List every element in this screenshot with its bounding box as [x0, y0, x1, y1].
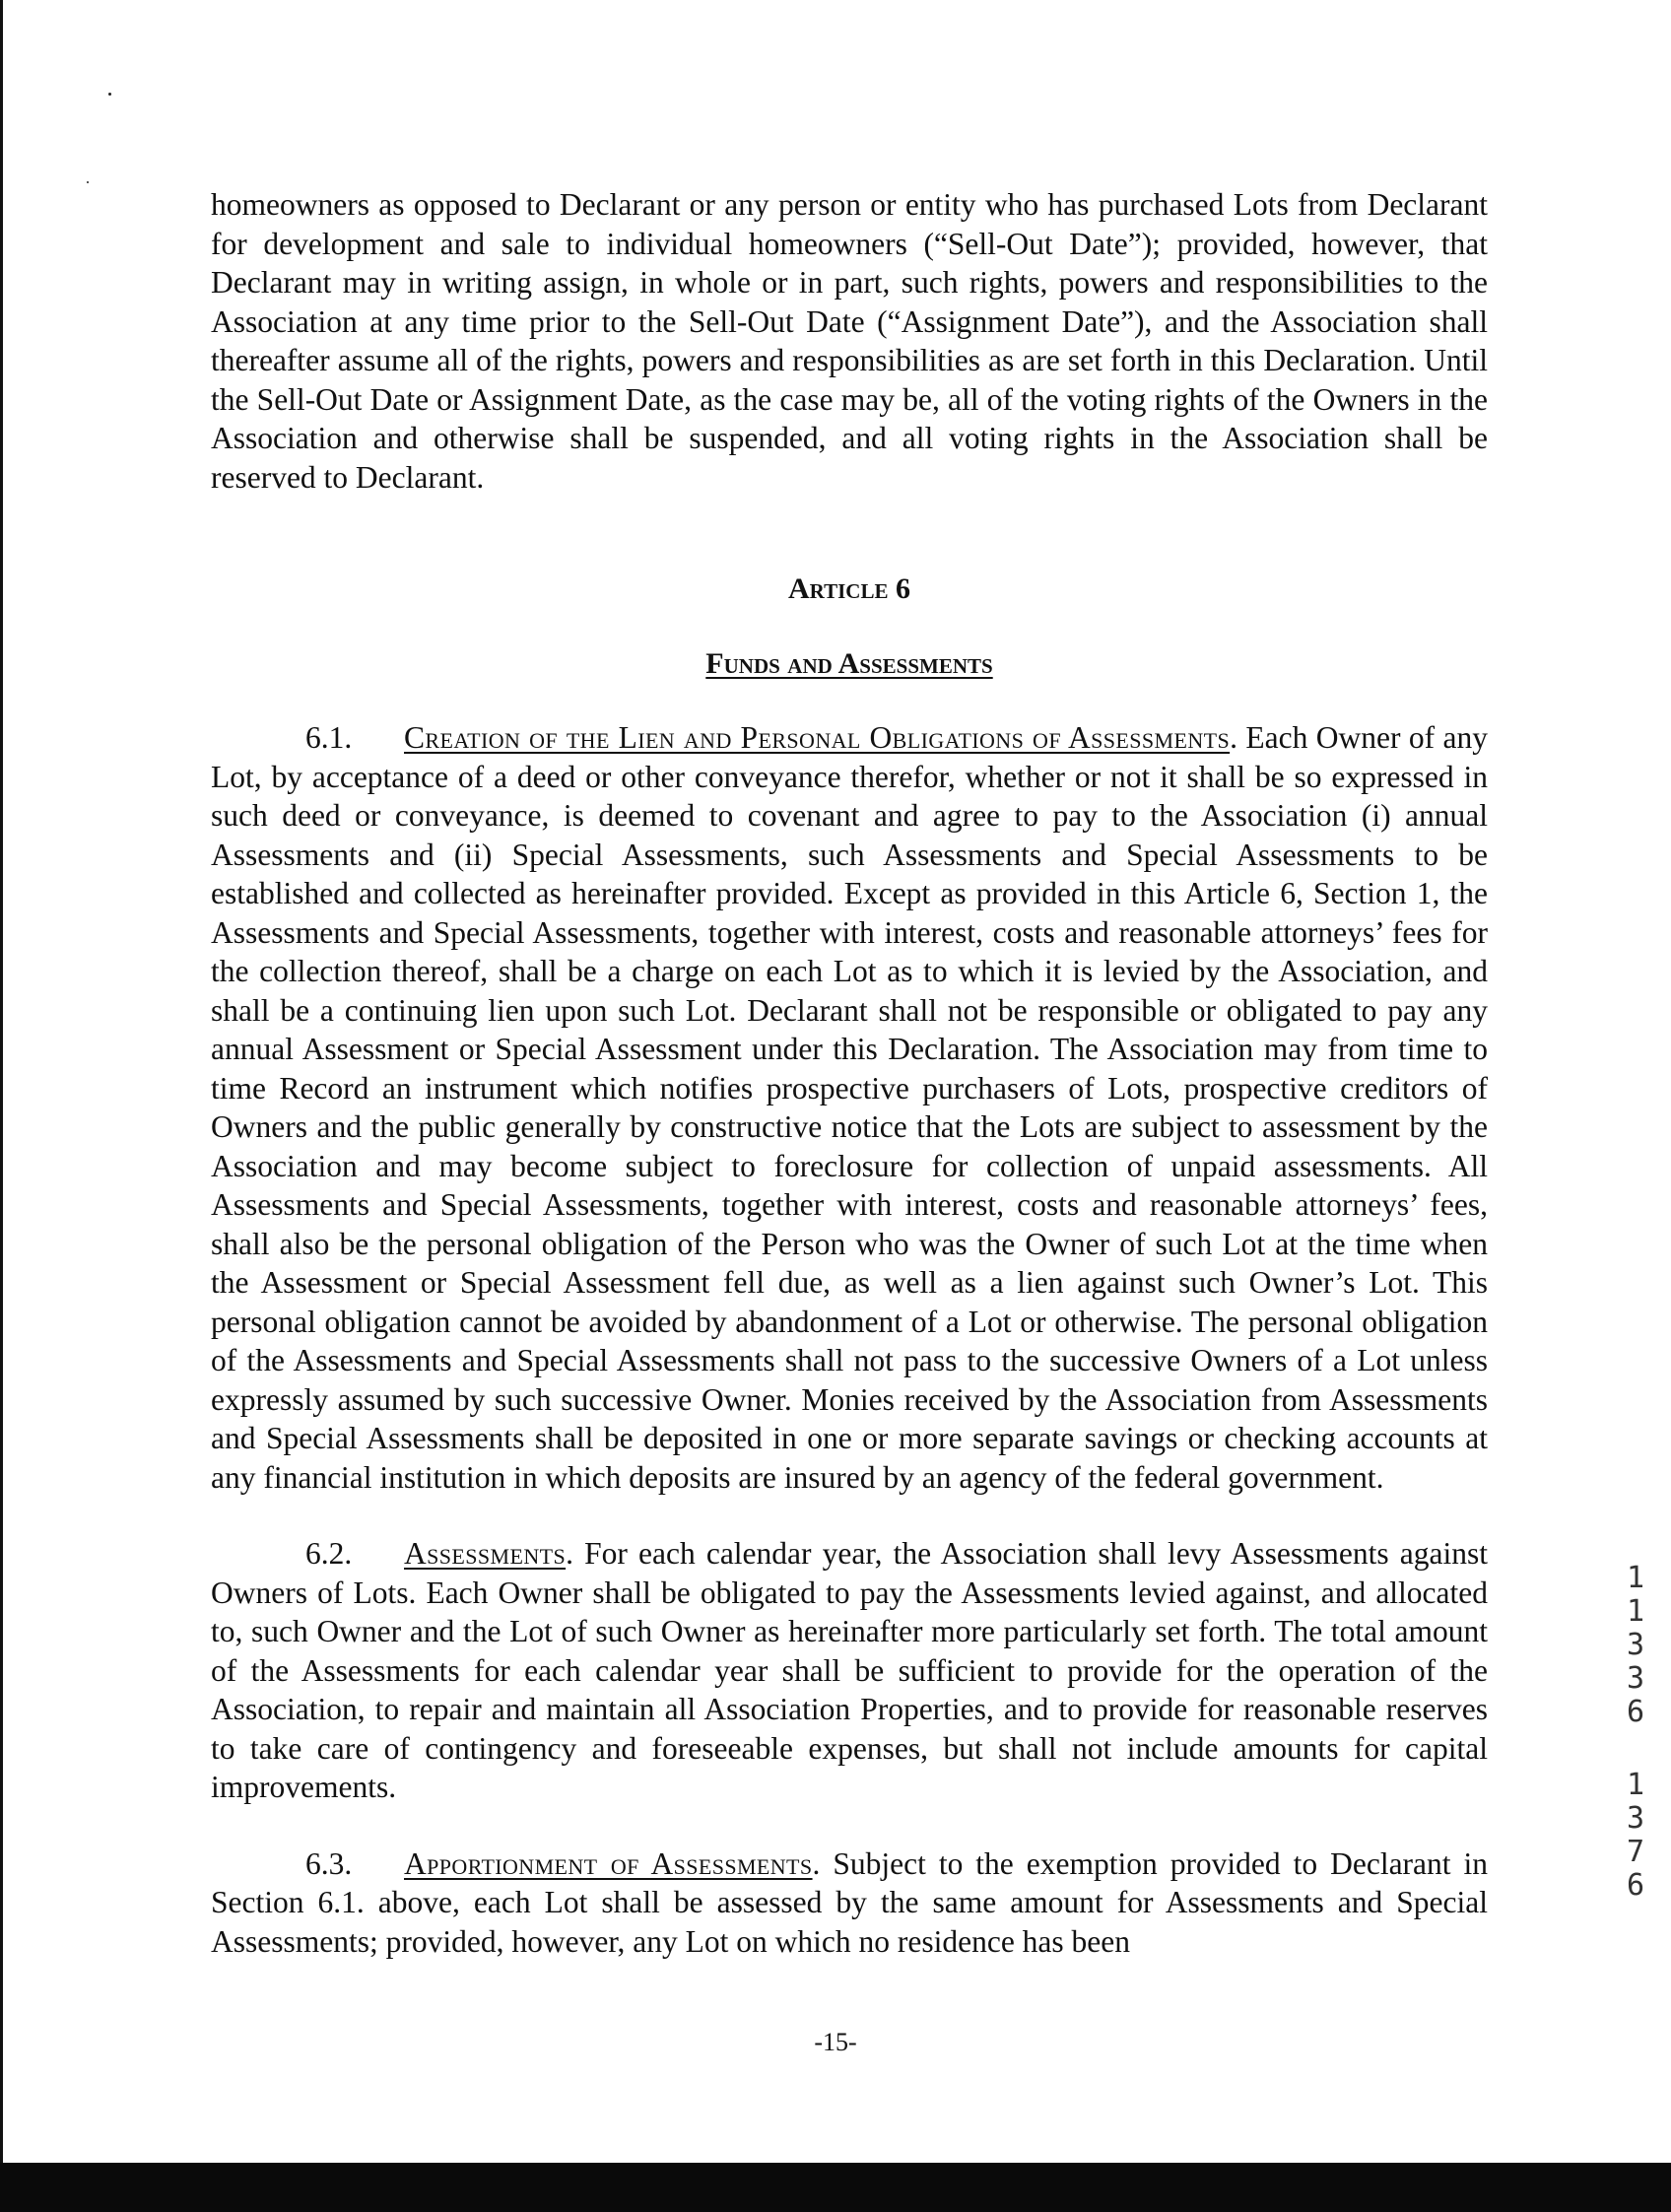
- stamp-digit: 6: [1626, 1695, 1645, 1729]
- scan-speck: [87, 181, 89, 183]
- margin-recording-stamp: [1616, 1562, 1655, 1903]
- stamp-digit: 1: [1626, 1768, 1645, 1802]
- stamp-digit: 3: [1626, 1628, 1645, 1662]
- section-number: 6.1.: [305, 720, 353, 755]
- stamp-digit: 7: [1626, 1835, 1645, 1869]
- stamp-digit: 3: [1626, 1661, 1645, 1696]
- section-6-3: [211, 1844, 1488, 1962]
- scan-border-left: [0, 0, 3, 2212]
- article-title: Funds and Assessments: [705, 646, 993, 680]
- section-body: . For each calendar year, the Association shall levy Assessments against Owners of Lots. Each Owner shall be obligated to pay the Assessments levied against, and allocated to, such Owner and the Lot of such Owner as hereinafter more particularly set forth. The total amount of the Assessments for each calendar year shall be sufficient to provide for the operation of the Association, to repair and maintain all Association Properties, and to provide for reasonable reserves to take care of contingency and foreseeable expenses, but shall not include amounts for capital improvements.: [211, 1536, 1488, 1804]
- stamp-digit: 3: [1626, 1801, 1645, 1836]
- scan-border-bottom: [0, 2163, 1671, 2212]
- article-heading: Article 6: [788, 572, 910, 605]
- section-title: Assessments: [404, 1536, 567, 1571]
- scan-speck: [108, 93, 111, 96]
- stamp-gap: [1616, 1729, 1655, 1769]
- document-body: [211, 185, 1488, 1961]
- stamp-digit: 1: [1626, 1594, 1645, 1629]
- section-number: 6.3.: [305, 1845, 353, 1881]
- section-title: Apportionment of Assessments: [404, 1845, 813, 1881]
- stamp-digit: 6: [1626, 1868, 1645, 1903]
- section-6-1: [211, 718, 1488, 1497]
- section-body: . Each Owner of any Lot, by acceptance of a deed or other conveyance therefor, whether or not it shall be so expressed in such deed or conveyance, is deemed to covenant and agree to pay to the Association (i) annual Assessments and (ii) Special Assessments, such Assessments and Special Assessments to be established and collected as hereinafter provided. Except as provided in this Article 6, Section 1, the Assessments and Special Assessments, together with interest, costs and reasonable attorneys’ fees for the collection thereof, shall be a charge on each Lot as to which it is levied by the Association, and shall be a continuing lien upon such Lot. Declarant shall not be responsible or obligated to pay any annual Assessment or Special Assessment under this Declaration. The Association may from time to time Record an instrument which notifies prospective purchasers of Lots, prospective creditors of Owners and the public generally by constructive notice that the Lots are subject to assessment by the Association and may become subject to foreclosure for collection of unpaid assessments. All Assessments and Special Assessments, together with interest, costs and reasonable attorneys’ fees, shall also be the personal obligation of the Person who was the Owner of such Lot at the time when the Assessment or Special Assessment fell due, as well as a lien against such Owner’s Lot. This personal obligation cannot be avoided by abandonment of a Lot or otherwise. The personal obligation of the Assessments and Special Assessments shall not pass to the successive Owners of a Lot unless expressly assumed by such successive Owner. Monies received by the Association from Assessments and Special Assessments shall be deposited in one or more separate savings or checking accounts at any financial institution in which deposits are insured by an agency of the federal government.: [211, 720, 1488, 1495]
- section-number: 6.2.: [305, 1536, 353, 1571]
- page-number: -15-: [814, 2028, 857, 2056]
- section-title: Creation of the Lien and Personal Obligations of Assessments: [404, 720, 1231, 755]
- continuation-paragraph: homeowners as opposed to Declarant or any person or entity who has purchased Lots from Declarant for development and sale to individual homeowners (“Sell-Out Date”); provided, however, that Declarant may in writing assign, in whole or in part, such rights, powers and responsibilities to the Association at any time prior to the Sell-Out Date (“Assignment Date”), and the Association shall thereafter assume all of the rights, powers and responsibilities as are set forth in this Declaration. Until the Sell-Out Date or Assignment Date, as the case may be, all of the voting rights of the Owners in the Association and otherwise shall be suspended, and all voting rights in the Association shall be reserved to Declarant.: [211, 187, 1488, 495]
- section-6-2: [211, 1534, 1488, 1807]
- stamp-digit: 1: [1626, 1561, 1645, 1595]
- section-body: . Subject to the exemption provided to Declarant in Section 6.1. above, each Lot shall be assessed by the same amount for Assessments and Special Assessments; provided, however, any Lot on which no residence has been: [211, 1845, 1488, 1959]
